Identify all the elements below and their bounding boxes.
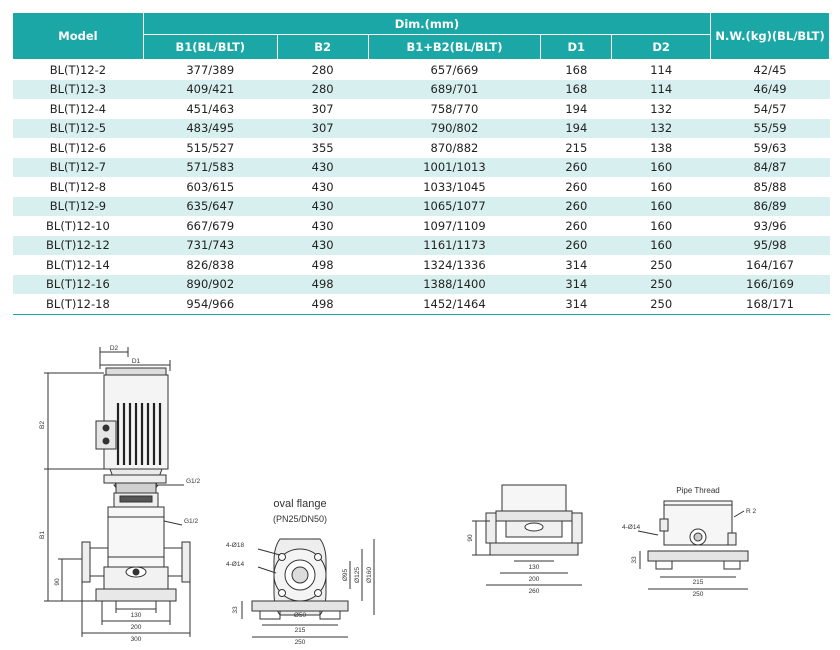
label-b2: B2 [39, 421, 46, 429]
cell-b2: 430 [277, 158, 368, 178]
cell-nw: 168/171 [711, 294, 830, 314]
cell-d1: 168 [541, 80, 612, 100]
cell-model: BL(T)12-3 [13, 80, 144, 100]
cell-b2: 430 [311, 218, 334, 233]
label-d2: D2 [109, 345, 119, 352]
cell-d2: 160 [612, 158, 711, 178]
cell-d2: 114 [650, 62, 673, 77]
cell-b1: 667/679 [186, 218, 235, 233]
col-nw: N.W.(kg)(BL/BLT) [711, 13, 830, 60]
cell-b2: 430 [311, 179, 334, 194]
cell-b1: 515/527 [186, 140, 235, 155]
cell-d1: 260 [541, 197, 612, 217]
cell-d1: 260 [541, 158, 612, 178]
cell-b2: 498 [277, 275, 368, 295]
cell-model: BL(T)12-5 [13, 119, 144, 139]
label-holes18: 4-Ø18 [226, 542, 245, 549]
cell-b1b2: 790/802 [368, 119, 541, 139]
cell-model: BL(T)12-16 [13, 275, 144, 295]
label-holes14: 4-Ø14 [622, 524, 641, 531]
cell-d2: 138 [650, 140, 673, 155]
col-dim-group: Dim.(mm) [143, 13, 710, 35]
table-row [13, 177, 830, 197]
cell-model: BL(T)12-18 [13, 294, 144, 314]
label-w260: 260 [528, 588, 540, 595]
label-d95: Ø95 [342, 568, 349, 582]
cell-d1: 215 [565, 140, 588, 155]
cell-b2: 430 [277, 197, 368, 217]
cell-b1: 451/463 [186, 101, 235, 116]
table-row [13, 80, 830, 100]
col-b1b2: B1+B2(BL/BLT) [368, 35, 541, 60]
label-w250: 250 [692, 591, 704, 598]
label-g-side: G1/2 [184, 518, 199, 525]
col-b1: B1(BL/BLT) [143, 35, 277, 60]
table-row [13, 158, 830, 178]
label-b1: B1 [39, 531, 46, 539]
cell-b1b2: 870/882 [430, 140, 479, 155]
pipe-thread-view [638, 501, 748, 589]
cell-d1: 168 [565, 62, 588, 77]
cell-b1b2: 1161/1173 [368, 236, 541, 256]
dimension-table [12, 12, 830, 315]
cell-d1: 314 [541, 294, 612, 314]
cell-nw: 93/96 [753, 218, 787, 233]
cell-b1b2: 1065/1077 [368, 197, 541, 217]
base-view [472, 485, 582, 585]
label-d125: Ø125 [354, 567, 361, 583]
label-d160: Ø160 [366, 567, 373, 583]
table-row [13, 236, 830, 256]
col-model: Model [13, 13, 144, 60]
label-h90: 90 [54, 578, 61, 586]
table-row [13, 60, 830, 80]
label-w250: 250 [294, 639, 306, 645]
cell-d2: 114 [612, 80, 711, 100]
cell-nw: 85/88 [753, 179, 787, 194]
cell-b1: 483/495 [143, 119, 277, 139]
cell-model: BL(T)12-6 [49, 140, 107, 155]
cell-b2: 307 [311, 101, 334, 116]
cell-b1: 954/966 [143, 294, 277, 314]
cell-b2: 355 [311, 140, 334, 155]
cell-model: BL(T)12-9 [13, 197, 144, 217]
cell-d1: 260 [565, 179, 588, 194]
cell-b2: 498 [277, 294, 368, 314]
col-d2: D2 [612, 35, 711, 60]
label-d1: D1 [131, 358, 141, 365]
table-row [13, 275, 830, 295]
cell-b1: 635/647 [143, 197, 277, 217]
label-holes14: 4-Ø14 [226, 561, 245, 568]
cell-model: BL(T)12-4 [49, 101, 107, 116]
cell-nw: 46/49 [711, 80, 830, 100]
cell-b1b2: 657/669 [430, 62, 479, 77]
label-w200: 200 [130, 624, 142, 631]
cell-model: BL(T)12-7 [13, 158, 144, 178]
cell-b2: 430 [277, 236, 368, 256]
cell-nw: 166/169 [711, 275, 830, 295]
col-d1: D1 [541, 35, 612, 60]
cell-d1: 260 [565, 218, 588, 233]
label-w200: 200 [528, 576, 540, 583]
cell-nw: 86/89 [711, 197, 830, 217]
cell-b1: 890/902 [143, 275, 277, 295]
cell-d2: 160 [612, 197, 711, 217]
cell-b2: 280 [311, 62, 334, 77]
cell-b1b2: 1097/1109 [423, 218, 486, 233]
cell-d2: 132 [612, 119, 711, 139]
label-g-top: G1/2 [186, 478, 201, 485]
pump-side-view [44, 347, 190, 637]
cell-model: BL(T)12-2 [49, 62, 107, 77]
cell-d2: 132 [650, 101, 673, 116]
cell-model: BL(T)12-10 [46, 218, 110, 233]
label-w215: 215 [692, 579, 704, 586]
label-w215: 215 [294, 627, 306, 634]
cell-b1b2: 1324/1336 [423, 257, 486, 272]
label-w300: 300 [130, 636, 142, 643]
oval-flange-view [242, 539, 374, 637]
thread-title: Pipe Thread [676, 486, 720, 495]
cell-b2: 280 [277, 80, 368, 100]
cell-d1: 314 [565, 257, 588, 272]
table-row [13, 119, 830, 139]
table-row [13, 138, 830, 158]
cell-b1b2: 689/701 [368, 80, 541, 100]
cell-d2: 160 [650, 218, 673, 233]
label-h33: 33 [631, 556, 638, 564]
cell-d2: 250 [612, 294, 711, 314]
table-row [13, 197, 830, 217]
cell-b1b2: 1388/1400 [368, 275, 541, 295]
cell-nw: 55/59 [711, 119, 830, 139]
cell-d1: 314 [541, 275, 612, 295]
cell-model: BL(T)12-14 [46, 257, 110, 272]
cell-nw: 95/98 [711, 236, 830, 256]
cell-nw: 84/87 [711, 158, 830, 178]
cell-b1b2: 1033/1045 [423, 179, 486, 194]
cell-b2: 498 [311, 257, 334, 272]
label-r2: R 2 [746, 508, 757, 515]
label-h90: 90 [467, 534, 474, 542]
cell-b1: 377/389 [186, 62, 235, 77]
cell-d1: 260 [541, 236, 612, 256]
cell-model: BL(T)12-12 [13, 236, 144, 256]
cell-nw: 59/63 [753, 140, 787, 155]
cell-nw: 42/45 [753, 62, 787, 77]
cell-nw: 54/57 [753, 101, 787, 116]
cell-d2: 160 [612, 236, 711, 256]
cell-d2: 250 [612, 275, 711, 295]
cell-b1: 571/583 [143, 158, 277, 178]
cell-b1: 409/421 [143, 80, 277, 100]
col-b2: B2 [277, 35, 368, 60]
cell-b1b2: 1452/1464 [368, 294, 541, 314]
cell-d1: 194 [541, 119, 612, 139]
cell-b1b2: 758/770 [430, 101, 479, 116]
cell-b1: 603/615 [186, 179, 235, 194]
table-row [13, 255, 830, 275]
label-h33: 33 [232, 606, 239, 614]
cell-d2: 250 [650, 257, 673, 272]
cell-d2: 160 [650, 179, 673, 194]
label-w130: 130 [528, 564, 540, 571]
table-row [13, 99, 830, 119]
flange-subtitle: (PN25/DN50) [272, 514, 328, 524]
cell-d1: 194 [565, 101, 588, 116]
technical-drawings [0, 335, 840, 645]
cell-b2: 307 [277, 119, 368, 139]
label-d50: Ø50 [293, 612, 307, 619]
flange-title: oval flange [273, 498, 327, 510]
cell-b1: 731/743 [143, 236, 277, 256]
table-row [13, 294, 830, 314]
cell-b1b2: 1001/1013 [368, 158, 541, 178]
label-w130: 130 [130, 612, 142, 619]
cell-model: BL(T)12-8 [49, 179, 107, 194]
table-row [13, 216, 830, 236]
cell-b1: 826/838 [186, 257, 235, 272]
cell-nw: 164/167 [746, 257, 794, 272]
